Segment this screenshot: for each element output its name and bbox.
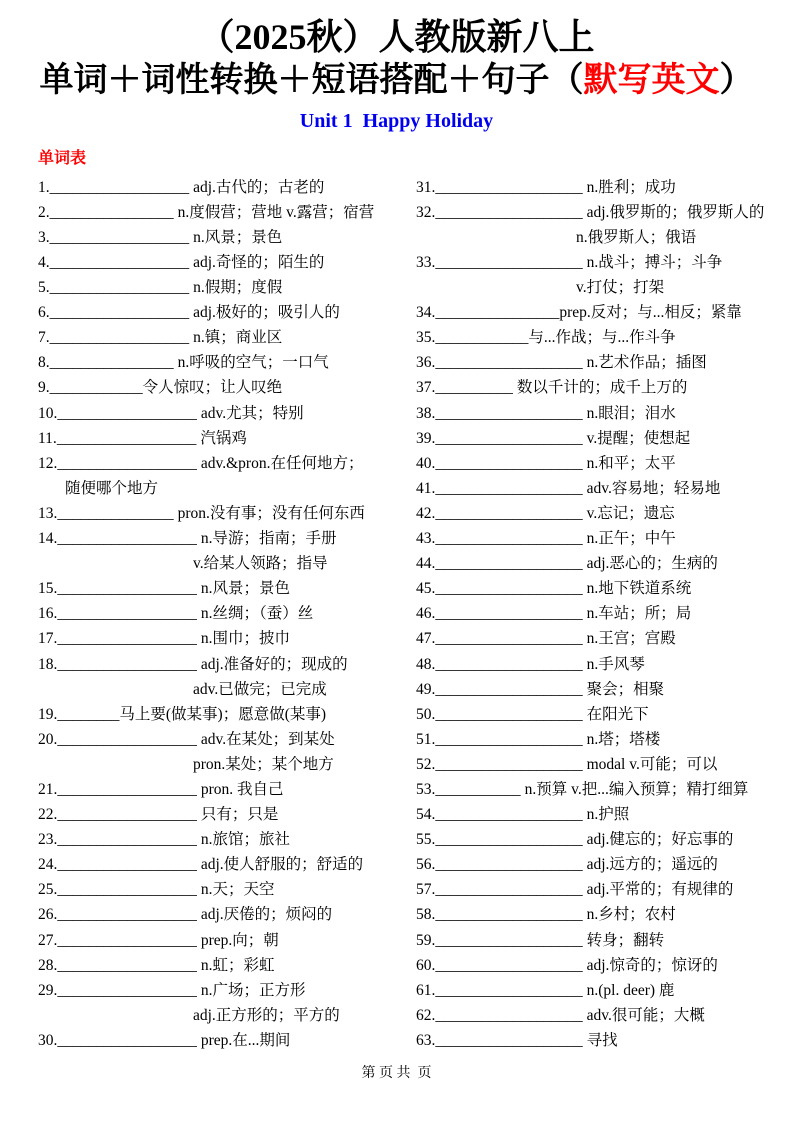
word-row-26	[38, 902, 408, 927]
answer-blank: ___________________	[435, 680, 583, 698]
word-row-1	[38, 175, 408, 200]
word-number: 54.	[416, 806, 436, 824]
word-definition: n.胜利；成功	[586, 178, 676, 196]
word-row-46	[416, 601, 793, 626]
word-row-40	[416, 451, 793, 476]
word-number: 25.	[38, 881, 58, 899]
word-row-12	[38, 451, 408, 476]
word-row-8	[38, 350, 408, 375]
word-definition: adj.惊奇的；惊讶的	[586, 956, 718, 974]
word-row-15	[38, 576, 408, 601]
answer-blank: ___________________	[435, 354, 583, 372]
answer-blank: ___________________	[435, 429, 583, 447]
answer-blank: __________________	[57, 981, 197, 999]
word-row-6	[38, 300, 408, 325]
answer-blank: __________________	[57, 906, 197, 924]
word-row-7	[38, 325, 408, 350]
answer-blank: __________________	[49, 304, 190, 322]
word-definition: n.旅馆；旅社	[200, 831, 291, 849]
word-definition: adj.使人舒服的；舒适的	[200, 856, 364, 874]
answer-blank: __________________	[57, 454, 197, 472]
word-number: 38.	[416, 404, 436, 422]
word-definition: prep.反对；与...相反；紧靠	[559, 304, 742, 322]
word-definition: n.眼泪；泪水	[586, 404, 676, 422]
answer-blank: ____________	[435, 329, 529, 347]
word-definition: n.和平；太平	[586, 454, 676, 472]
answer-blank: __________________	[56, 429, 197, 447]
word-definition: n.风景；景色	[200, 580, 291, 598]
word-row-41	[416, 476, 793, 501]
word-number: 55.	[416, 831, 436, 849]
answer-blank: __________________	[49, 279, 190, 297]
answer-blank: ___________________	[435, 956, 583, 974]
word-row-13	[38, 501, 408, 526]
word-row-37	[416, 375, 793, 400]
answer-blank: ___________________	[435, 605, 583, 623]
word-number: 40.	[416, 454, 436, 472]
word-definition: adj.奇怪的；陌生的	[193, 254, 325, 272]
answer-blank: __________________	[57, 605, 197, 623]
word-row-23	[38, 827, 408, 852]
answer-blank: ___________________	[435, 906, 583, 924]
answer-blank: ________________	[435, 304, 560, 322]
word-definition: n.塔；塔楼	[586, 730, 661, 748]
word-row-18	[38, 652, 408, 677]
word-number: 36.	[416, 354, 436, 372]
word-number: 56.	[416, 856, 436, 874]
word-definition: v.提醒；使想起	[586, 429, 691, 447]
word-definition: adj.俄罗斯的；俄罗斯人的	[586, 203, 765, 221]
word-row-33	[416, 250, 793, 275]
word-number: 1.	[38, 178, 50, 196]
unit-title: Unit 1 Happy Holiday	[299, 109, 494, 132]
word-number: 15.	[38, 580, 58, 598]
word-definition: n.广场；正方形	[200, 981, 306, 999]
word-number: 37.	[416, 379, 436, 397]
word-row-24	[38, 852, 408, 877]
word-row-62	[416, 1003, 793, 1028]
answer-blank: ___________________	[435, 1006, 583, 1024]
word-definition: n.围巾；披巾	[200, 630, 291, 648]
word-row-35	[416, 325, 793, 350]
answer-blank: ___________________	[435, 555, 583, 573]
word-row-50	[416, 702, 793, 727]
word-definition: v.忘记；遗忘	[586, 504, 675, 522]
answer-blank: ___________________	[435, 479, 583, 497]
word-definition: adv.容易地；轻易地	[586, 479, 721, 497]
word-number: 4.	[38, 254, 50, 272]
answer-blank: ____________	[49, 379, 143, 397]
word-definition: 聚会；相聚	[586, 680, 665, 698]
word-row-2	[38, 200, 408, 225]
answer-blank: __________________	[57, 881, 197, 899]
word-row-32	[416, 200, 793, 225]
word-definition-extra: v.给某人领路；指导	[193, 555, 328, 573]
word-number: 24.	[38, 856, 58, 874]
word-row-43	[416, 526, 793, 551]
word-definition: n.虹；彩虹	[200, 956, 275, 974]
word-definition: n.王宫；宫殿	[586, 630, 676, 648]
word-definition: n.战斗；搏斗；斗争	[586, 254, 723, 272]
word-number: 60.	[416, 956, 436, 974]
word-row-30	[38, 1028, 408, 1053]
answer-blank: __________________	[57, 580, 197, 598]
word-number: 32.	[416, 203, 436, 221]
word-definition: n.度假营；营地 v.露营；宿营	[177, 203, 375, 221]
answer-blank: ___________________	[435, 856, 583, 874]
word-number: 39.	[416, 429, 436, 447]
word-number: 21.	[38, 780, 58, 798]
word-number: 8.	[38, 354, 50, 372]
wordlist	[0, 175, 793, 1053]
word-definition: adj.厌倦的；烦闷的	[200, 906, 333, 924]
answer-blank: ___________________	[435, 931, 583, 949]
answer-blank: __________________	[57, 806, 197, 824]
word-number: 62.	[416, 1006, 436, 1024]
word-definition: adv.&pron.在任何地方；	[200, 454, 364, 472]
word-row-14	[38, 526, 408, 551]
word-row-60	[416, 953, 793, 978]
answer-blank: __________________	[57, 931, 197, 949]
word-row-25	[38, 877, 408, 902]
answer-blank: __________________	[49, 228, 190, 246]
word-number: 53.	[416, 780, 436, 798]
word-row-39	[416, 426, 793, 451]
answer-blank: ___________________	[435, 831, 583, 849]
wordlist-section-label: 单词表	[38, 149, 87, 167]
word-number: 27.	[38, 931, 58, 949]
word-row-34	[416, 300, 793, 325]
word-number: 33.	[416, 254, 436, 272]
answer-blank: ___________________	[435, 705, 583, 723]
word-row-45	[416, 576, 793, 601]
word-number: 41.	[416, 479, 436, 497]
word-definition: 寻找	[586, 1031, 618, 1049]
word-number: 47.	[416, 630, 436, 648]
word-number: 23.	[38, 831, 58, 849]
answer-blank: ___________________	[435, 580, 583, 598]
title-line2-black-right: ）	[719, 61, 754, 99]
word-definition: 与...作战；与...作斗争	[528, 329, 676, 347]
word-definition: adj.古代的；古老的	[193, 178, 325, 196]
word-row-29	[38, 978, 408, 1003]
word-definition: n.风景；景色	[193, 228, 283, 246]
word-number: 29.	[38, 981, 58, 999]
word-row-38	[416, 401, 793, 426]
answer-blank: __________________	[57, 404, 197, 422]
word-number: 10.	[38, 404, 58, 422]
word-definition: 转身；翻转	[586, 931, 665, 949]
answer-blank: __________________	[57, 780, 197, 798]
word-row-19	[38, 702, 408, 727]
word-definition: adv.很可能；大概	[586, 1006, 705, 1024]
word-number: 49.	[416, 680, 436, 698]
answer-blank: _______________	[57, 504, 174, 522]
word-row-4	[38, 250, 408, 275]
word-definition: 汽锅鸡	[200, 429, 247, 447]
word-definition: n.地下铁道系统	[586, 580, 692, 598]
word-row-3	[38, 225, 408, 250]
word-number: 28.	[38, 956, 58, 974]
word-definition: 马上要(做某事)；愿意做(某事)	[119, 705, 327, 723]
page-header	[0, 0, 793, 133]
word-definition: n.镇；商业区	[193, 329, 283, 347]
word-row-59	[416, 928, 793, 953]
word-row-63	[416, 1028, 793, 1053]
word-definition: pron.没有事；没有任何东西	[177, 504, 365, 522]
word-row-51	[416, 727, 793, 752]
word-number: 52.	[416, 755, 436, 773]
word-row-28	[38, 953, 408, 978]
word-row-61	[416, 978, 793, 1003]
answer-blank: ___________________	[435, 454, 583, 472]
word-number: 16.	[38, 605, 58, 623]
page-title-line2	[0, 60, 793, 103]
answer-blank: ___________________	[435, 630, 583, 648]
word-definition-extra: adv.已做完；已完成	[193, 680, 327, 698]
word-row-9	[38, 375, 408, 400]
word-definition: adj.平常的；有规律的	[586, 881, 734, 899]
word-number: 13.	[38, 504, 58, 522]
answer-blank: __________________	[57, 1031, 197, 1049]
word-definition: n.呼吸的空气；一口气	[177, 354, 329, 372]
answer-blank: __________________	[57, 856, 197, 874]
word-row-55	[416, 827, 793, 852]
word-number: 9.	[38, 379, 50, 397]
word-number: 3.	[38, 228, 50, 246]
word-row-54	[416, 802, 793, 827]
word-definition: 在阳光下	[586, 705, 649, 723]
word-definition: prep.在...期间	[200, 1031, 291, 1049]
word-number: 18.	[38, 655, 58, 673]
word-definition-extra: v.打仗；打架	[576, 279, 665, 297]
word-row-52	[416, 752, 793, 777]
word-number: 46.	[416, 605, 436, 623]
word-definition: 只有；只是	[200, 806, 279, 824]
word-definition: pron. 我自己	[200, 780, 284, 798]
word-number: 43.	[416, 530, 436, 548]
word-number: 51.	[416, 730, 436, 748]
word-row-21	[38, 777, 408, 802]
answer-blank: __________________	[57, 730, 197, 748]
word-definition: prep.向；朝	[200, 931, 279, 949]
answer-blank: __________________	[57, 655, 197, 673]
answer-blank: ________________	[49, 354, 174, 372]
word-definition: adv.在某处；到某处	[200, 730, 335, 748]
answer-blank: __________________	[57, 530, 197, 548]
word-number: 35.	[416, 329, 436, 347]
word-number: 14.	[38, 530, 58, 548]
word-definition-extra: n.俄罗斯人；俄语	[576, 228, 697, 246]
word-number: 31.	[416, 178, 436, 196]
answer-blank: ___________________	[435, 504, 583, 522]
word-definition: n.(pl. deer) 鹿	[586, 981, 675, 999]
answer-blank: __________________	[49, 329, 190, 347]
answer-blank: ___________________	[435, 981, 583, 999]
word-definition-extra: adj.正方形的；平方的	[193, 1006, 340, 1024]
title-line2-black-left: 单词＋词性转换＋短语搭配＋句子（	[39, 61, 584, 99]
word-number: 6.	[38, 304, 50, 322]
word-number: 12.	[38, 454, 58, 472]
word-number: 22.	[38, 806, 58, 824]
word-row-47	[416, 626, 793, 651]
word-number: 2.	[38, 203, 50, 221]
answer-blank: ________________	[49, 203, 174, 221]
answer-blank: __________________	[49, 254, 190, 272]
word-definition: adj.准备好的；现成的	[200, 655, 348, 673]
word-row-16	[38, 601, 408, 626]
word-definition: 令人惊叹；让人叹绝	[142, 379, 283, 397]
page-footer: 第 页 共 页	[361, 1066, 432, 1082]
word-row-22	[38, 802, 408, 827]
word-row-17	[38, 626, 408, 651]
word-definition: n.护照	[586, 806, 630, 824]
word-definition: modal v.可能；可以	[586, 755, 718, 773]
word-row-58	[416, 902, 793, 927]
word-number: 58.	[416, 906, 436, 924]
answer-blank: __________________	[57, 630, 197, 648]
word-definition: n.预算 v.把...编入预算；精打细算	[524, 780, 749, 798]
word-row-36	[416, 350, 793, 375]
answer-blank: __________________	[57, 831, 197, 849]
word-row-42	[416, 501, 793, 526]
word-definition-extra: pron.某处；某个地方	[193, 755, 334, 773]
word-number: 7.	[38, 329, 50, 347]
word-number: 61.	[416, 981, 436, 999]
answer-blank: ________	[57, 705, 120, 723]
word-definition: adj.恶心的；生病的	[586, 555, 718, 573]
answer-blank: ___________________	[435, 755, 583, 773]
word-number: 57.	[416, 881, 436, 899]
word-definition: n.车站；所；局	[586, 605, 692, 623]
word-definition: adj.健忘的；好忘事的	[586, 831, 734, 849]
word-column-right	[408, 175, 793, 1053]
word-row-57	[416, 877, 793, 902]
word-number: 59.	[416, 931, 436, 949]
word-definition: n.导游；指南；手册	[200, 530, 337, 548]
word-number: 50.	[416, 705, 436, 723]
word-number: 48.	[416, 655, 436, 673]
title-line2-red-highlight: 默写英文	[583, 61, 720, 99]
word-row-49	[416, 677, 793, 702]
word-definition: n.天；天空	[200, 881, 275, 899]
word-number: 20.	[38, 730, 58, 748]
word-column-left	[0, 175, 408, 1053]
word-definition: n.正午；中午	[586, 530, 676, 548]
word-number: 26.	[38, 906, 58, 924]
word-row-27	[38, 928, 408, 953]
answer-blank: ___________________	[435, 881, 583, 899]
word-number: 5.	[38, 279, 50, 297]
answer-blank: ___________________	[435, 404, 583, 422]
word-number: 17.	[38, 630, 58, 648]
answer-blank: ___________	[435, 780, 521, 798]
word-definition: n.手风琴	[586, 655, 645, 673]
word-number: 45.	[416, 580, 436, 598]
page-title-line1: （2025秋）人教版新八上	[198, 17, 595, 57]
word-row-31	[416, 175, 793, 200]
answer-blank: ___________________	[435, 730, 583, 748]
answer-blank: ___________________	[435, 203, 583, 221]
word-definition-extra: 随便哪个地方	[65, 479, 159, 497]
word-row-44	[416, 551, 793, 576]
word-row-48	[416, 652, 793, 677]
answer-blank: ___________________	[435, 254, 583, 272]
word-definition: 数以千计的；成千上万的	[516, 379, 688, 397]
word-number: 63.	[416, 1031, 436, 1049]
word-row-11	[38, 426, 408, 451]
word-definition: n.乡村；农村	[586, 906, 676, 924]
word-number: 19.	[38, 705, 58, 723]
answer-blank: ___________________	[435, 806, 583, 824]
word-definition: n.假期；度假	[193, 279, 283, 297]
answer-blank: __________________	[49, 178, 190, 196]
answer-blank: ___________________	[435, 1031, 583, 1049]
word-number: 34.	[416, 304, 436, 322]
answer-blank: __________	[435, 379, 513, 397]
word-definition: adj.远方的；遥远的	[586, 856, 718, 874]
word-number: 42.	[416, 504, 436, 522]
answer-blank: __________________	[57, 956, 197, 974]
word-row-5	[38, 275, 408, 300]
word-definition: adv.尤其；特别	[200, 404, 304, 422]
word-number: 30.	[38, 1031, 58, 1049]
word-definition: adj.极好的；吸引人的	[193, 304, 340, 322]
answer-blank: ___________________	[435, 655, 583, 673]
word-number: 11.	[38, 429, 57, 447]
word-row-53	[416, 777, 793, 802]
word-row-20	[38, 727, 408, 752]
answer-blank: ___________________	[435, 530, 583, 548]
word-row-56	[416, 852, 793, 877]
word-definition: n.丝绸；（蚕）丝	[200, 605, 314, 623]
word-number: 44.	[416, 555, 436, 573]
answer-blank: ___________________	[435, 178, 583, 196]
word-definition: n.艺术作品；插图	[586, 354, 707, 372]
word-row-10	[38, 401, 408, 426]
